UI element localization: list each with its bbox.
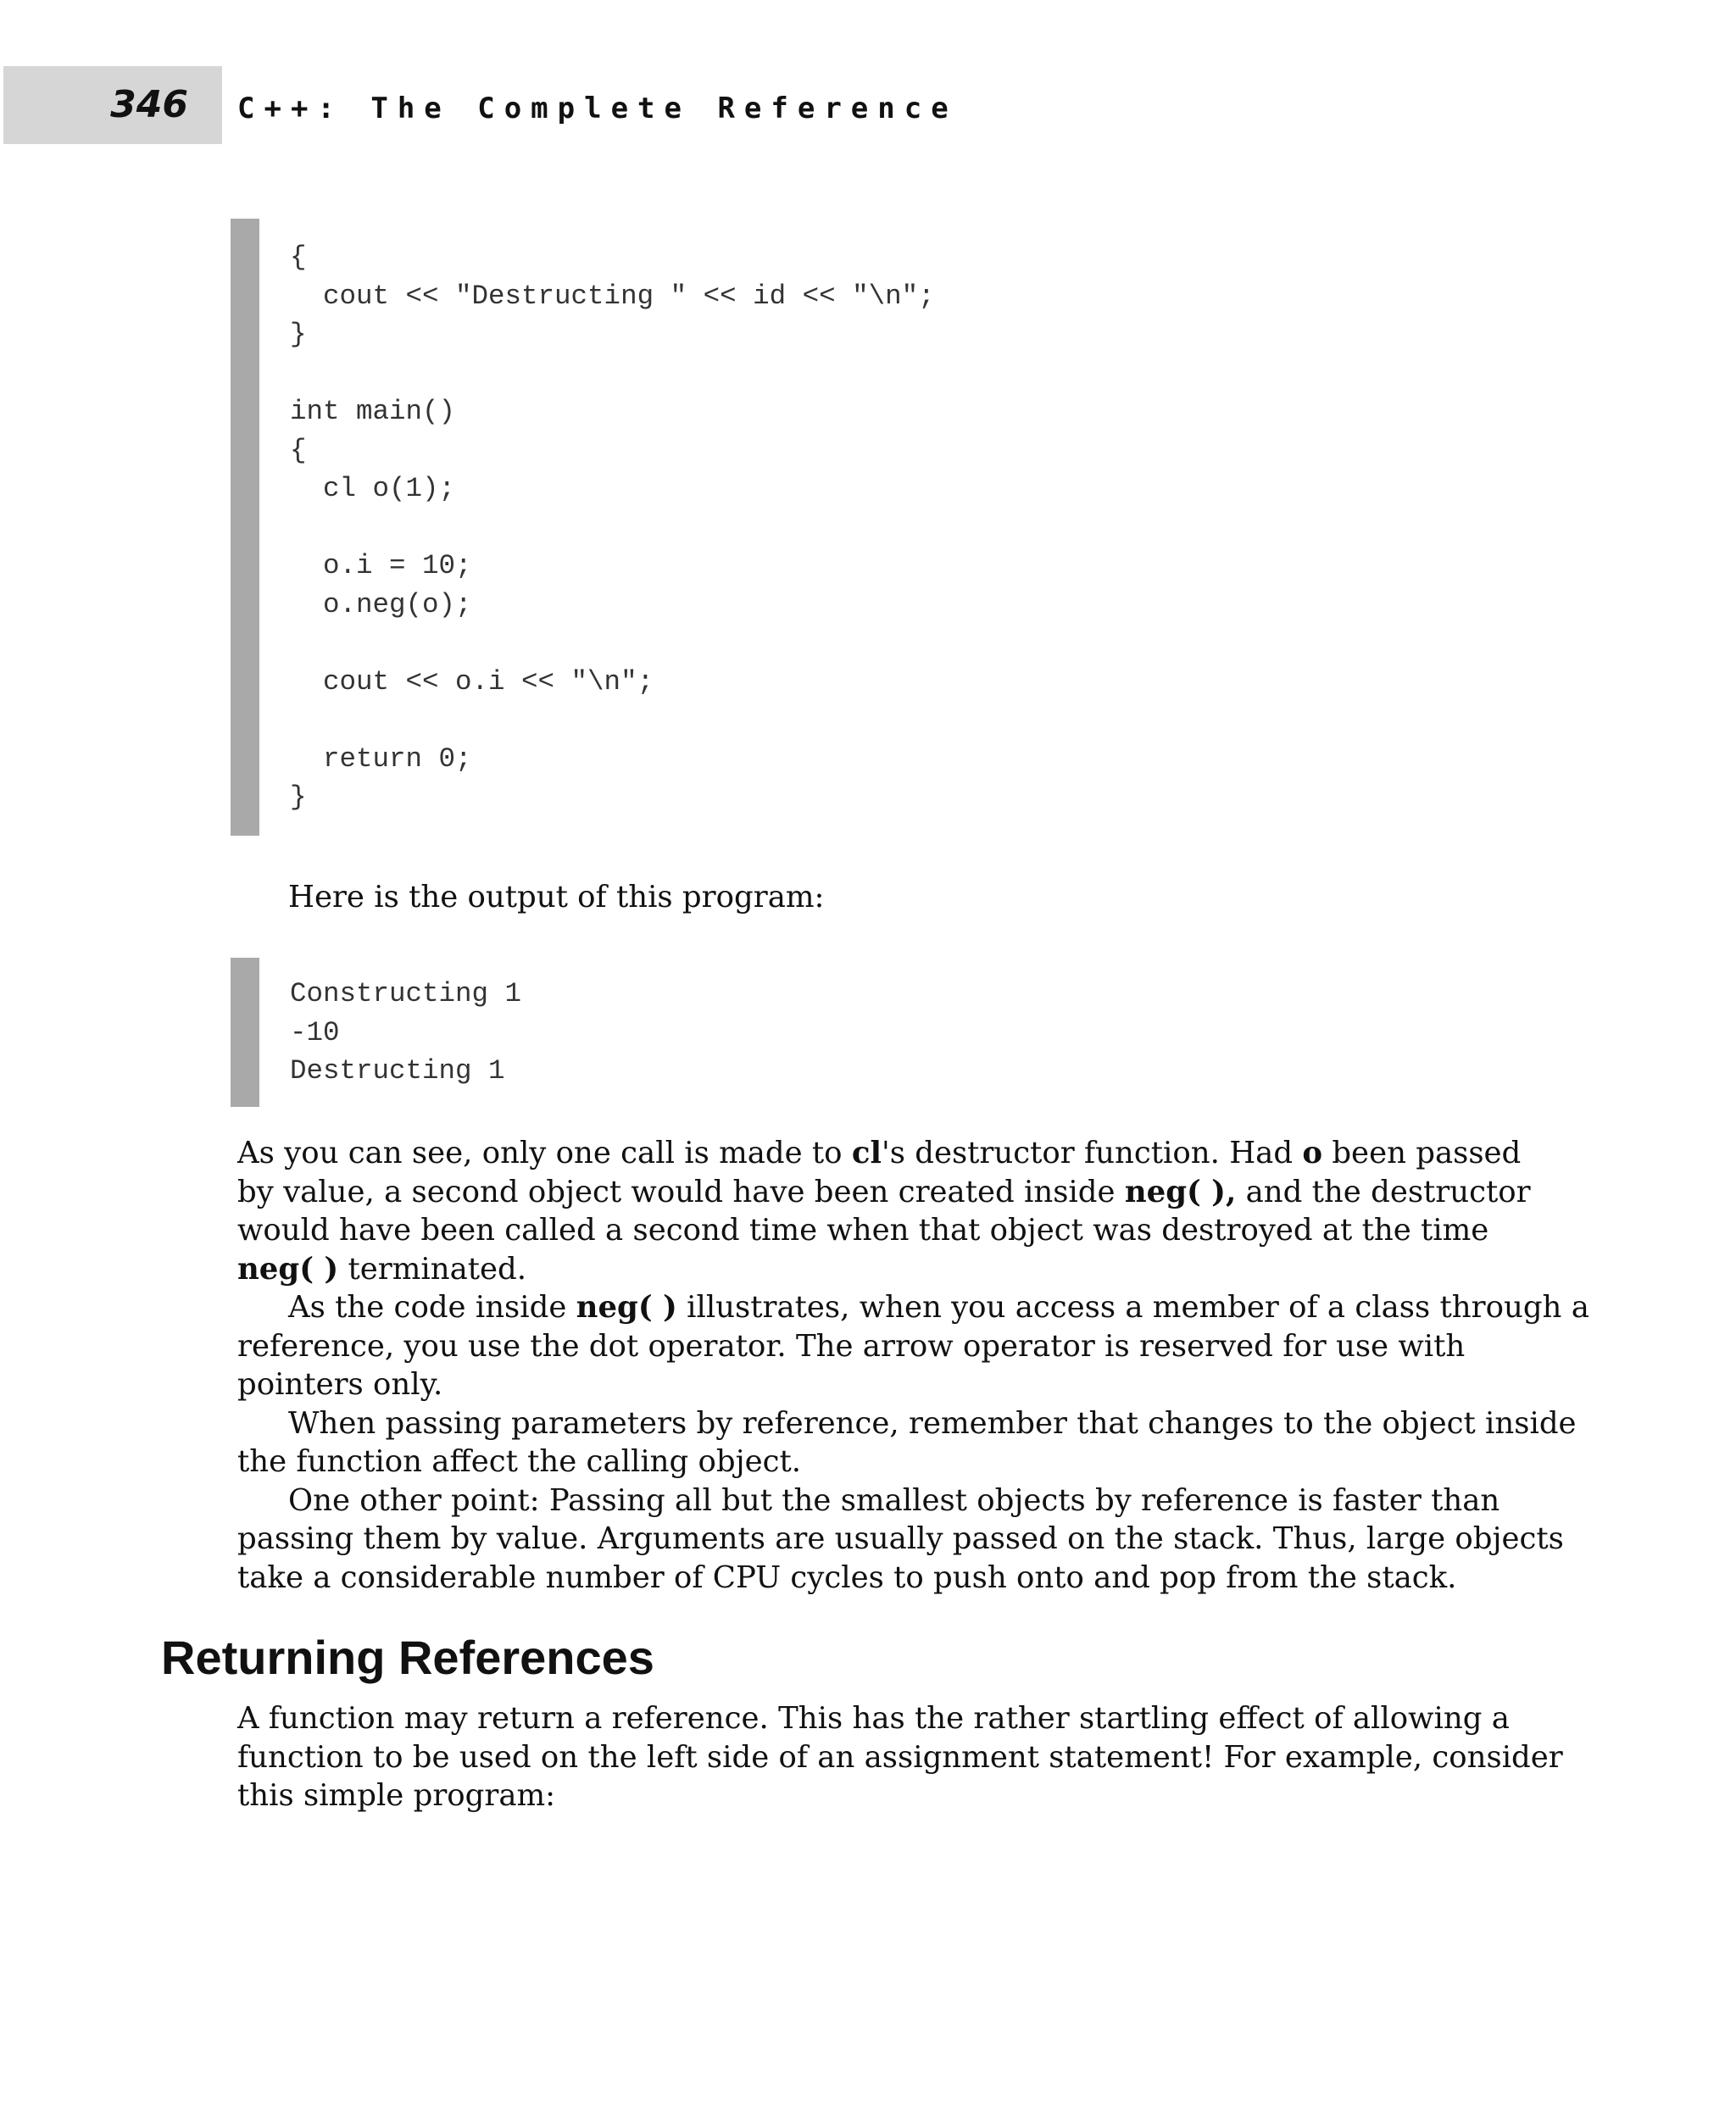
output-intro: Here is the output of this program: <box>288 880 825 915</box>
code-line <box>290 509 935 548</box>
page-number: 346 <box>110 83 188 126</box>
paragraph-line: take a considerable number of CPU cycles to push onto and pop from the stack. <box>237 1559 1457 1595</box>
code-term: neg( ), <box>1124 1174 1237 1209</box>
code-term: neg( ) <box>576 1290 677 1325</box>
body-text <box>237 1134 1589 1597</box>
code-line: } <box>290 319 307 350</box>
paragraph-line: pointers only. <box>237 1367 443 1402</box>
paragraph-line: One other point: Passing all but the smallest objects by reference is faster than <box>288 1482 1500 1518</box>
paragraph-line: reference, you use the dot operator. The arrow operator is reserved for use with <box>237 1328 1466 1364</box>
paragraph-line: When passing parameters by reference, remember that changes to the object inside <box>288 1405 1577 1441</box>
paragraph-line: As you can see, only one call is made to cl's destructor function. Had o been passed <box>237 1136 1522 1170</box>
page-number-tab <box>3 66 222 144</box>
output-lines <box>290 975 521 1091</box>
running-title: C++: The Complete Reference <box>237 92 958 125</box>
code-line: o.neg(o); <box>290 588 472 620</box>
code-line: { <box>290 242 307 273</box>
section-heading: Returning References <box>161 1631 654 1684</box>
code-term: o <box>1302 1136 1323 1170</box>
code-term: cl <box>851 1136 882 1170</box>
code-line <box>290 624 935 663</box>
code-listing <box>231 219 1417 836</box>
code-line: cout << "Destructing " << id << "\n"; <box>290 280 935 312</box>
paragraph-line: A function may return a reference. This has the rather startling effect of allowing a <box>237 1701 1510 1736</box>
code-term: neg( ) <box>237 1251 339 1287</box>
code-margin-bar <box>231 219 259 836</box>
code-line: { <box>290 434 307 466</box>
paragraph-line: the function affect the calling object. <box>237 1444 802 1479</box>
output-line: Destructing 1 <box>290 1055 505 1087</box>
paragraph-line: As the code inside neg( ) illustrates, when you access a member of a class through a <box>288 1290 1589 1325</box>
section-body <box>237 1699 1563 1815</box>
output-listing <box>231 958 1417 1107</box>
output-line: -10 <box>290 1016 340 1048</box>
code-line: o.i = 10; <box>290 550 472 581</box>
code-line: } <box>290 781 307 813</box>
code-line: cl o(1); <box>290 473 456 504</box>
output-line: Constructing 1 <box>290 978 522 1009</box>
paragraph-line: by value, a second object would have been created inside neg( ), and the destructor <box>237 1174 1531 1209</box>
code-line: int main() <box>290 396 456 427</box>
code-line <box>290 701 935 740</box>
code-line: return 0; <box>290 742 472 775</box>
code-line <box>290 354 935 393</box>
paragraph-line: function to be used on the left side of an assignment statement! For example, consider <box>237 1739 1563 1775</box>
code-line: cout << o.i << "\n"; <box>290 665 654 698</box>
paragraph-line: would have been called a second time when that object was destroyed at the time <box>237 1213 1489 1248</box>
paragraph-line: passing them by value. Arguments are usually passed on the stack. Thus, large objects <box>237 1521 1564 1556</box>
paragraph-line: this simple program: <box>237 1778 556 1813</box>
code-lines <box>290 238 935 817</box>
code-margin-bar <box>231 958 259 1107</box>
paragraph-line: neg( ) terminated. <box>237 1251 527 1287</box>
